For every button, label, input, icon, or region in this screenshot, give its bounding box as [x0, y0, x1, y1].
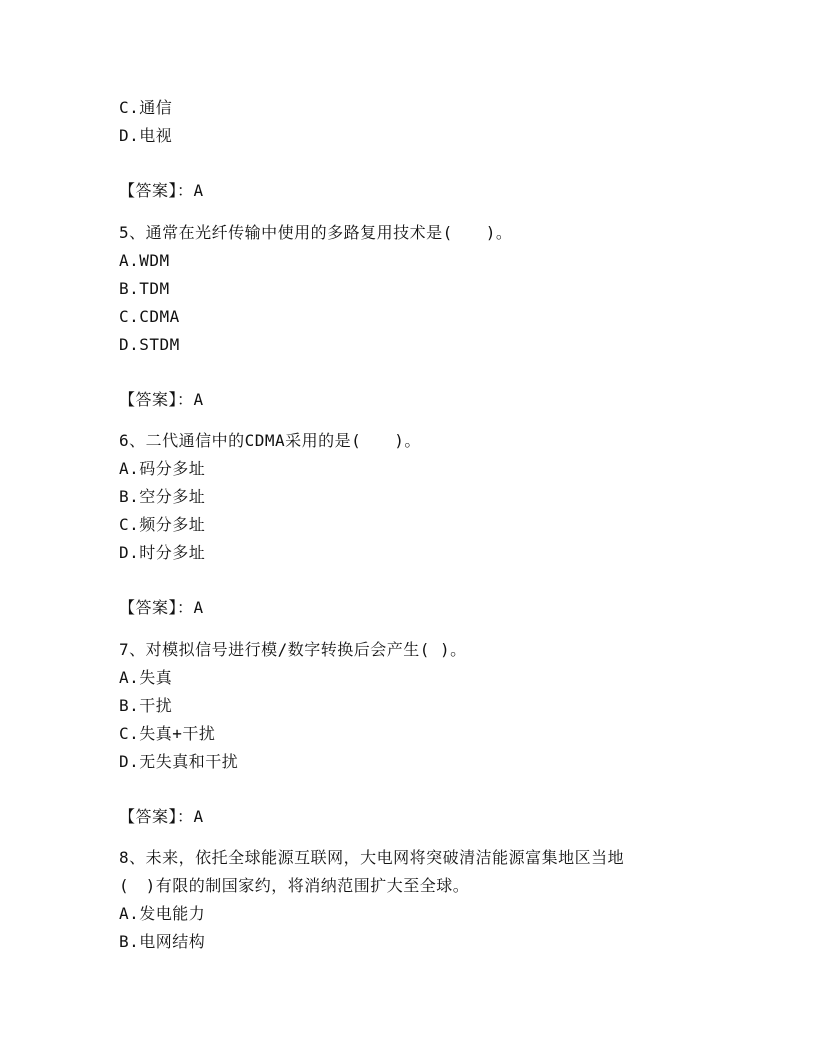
q6-option-c: C.频分多址 — [119, 515, 206, 534]
q7-option-a: A.失真 — [119, 668, 173, 687]
q4-answer: 【答案】：A — [119, 181, 204, 200]
q7-answer: 【答案】：A — [119, 807, 204, 826]
q7-option-d: D.无失真和干扰 — [119, 752, 239, 771]
q6-answer: 【答案】：A — [119, 598, 204, 617]
q5-question: 5、通常在光纤传输中使用的多路复用技术是( )。 — [119, 223, 513, 242]
q8-question-line-1: 8、未来，依托全球能源互联网，大电网将突破清洁能源富集地区当地 — [119, 848, 625, 867]
q6-option-b: B.空分多址 — [119, 487, 206, 506]
q6-question: 6、二代通信中的CDMA采用的是( )。 — [119, 431, 421, 450]
q5-option-a: A.WDM — [119, 251, 170, 270]
q5-answer: 【答案】：A — [119, 390, 204, 409]
q5-option-d: D.STDM — [119, 335, 180, 354]
q4-option-d: D.电视 — [119, 126, 173, 145]
q5-option-c: C.CDMA — [119, 307, 180, 326]
q7-option-b: B.干扰 — [119, 696, 173, 715]
q6-option-a: A.码分多址 — [119, 459, 206, 478]
q8-option-b: B.电网结构 — [119, 932, 206, 951]
q8-question-line-2: ( )有限的制国家约，将消纳范围扩大至全球。 — [119, 876, 470, 895]
q7-question: 7、对模拟信号进行模/数字转换后会产生( )。 — [119, 640, 467, 659]
q7-option-c: C.失真+干扰 — [119, 724, 216, 743]
q5-option-b: B.TDM — [119, 279, 170, 298]
q8-option-a: A.发电能力 — [119, 904, 206, 923]
q6-option-d: D.时分多址 — [119, 543, 206, 562]
q4-option-c: C.通信 — [119, 98, 173, 117]
